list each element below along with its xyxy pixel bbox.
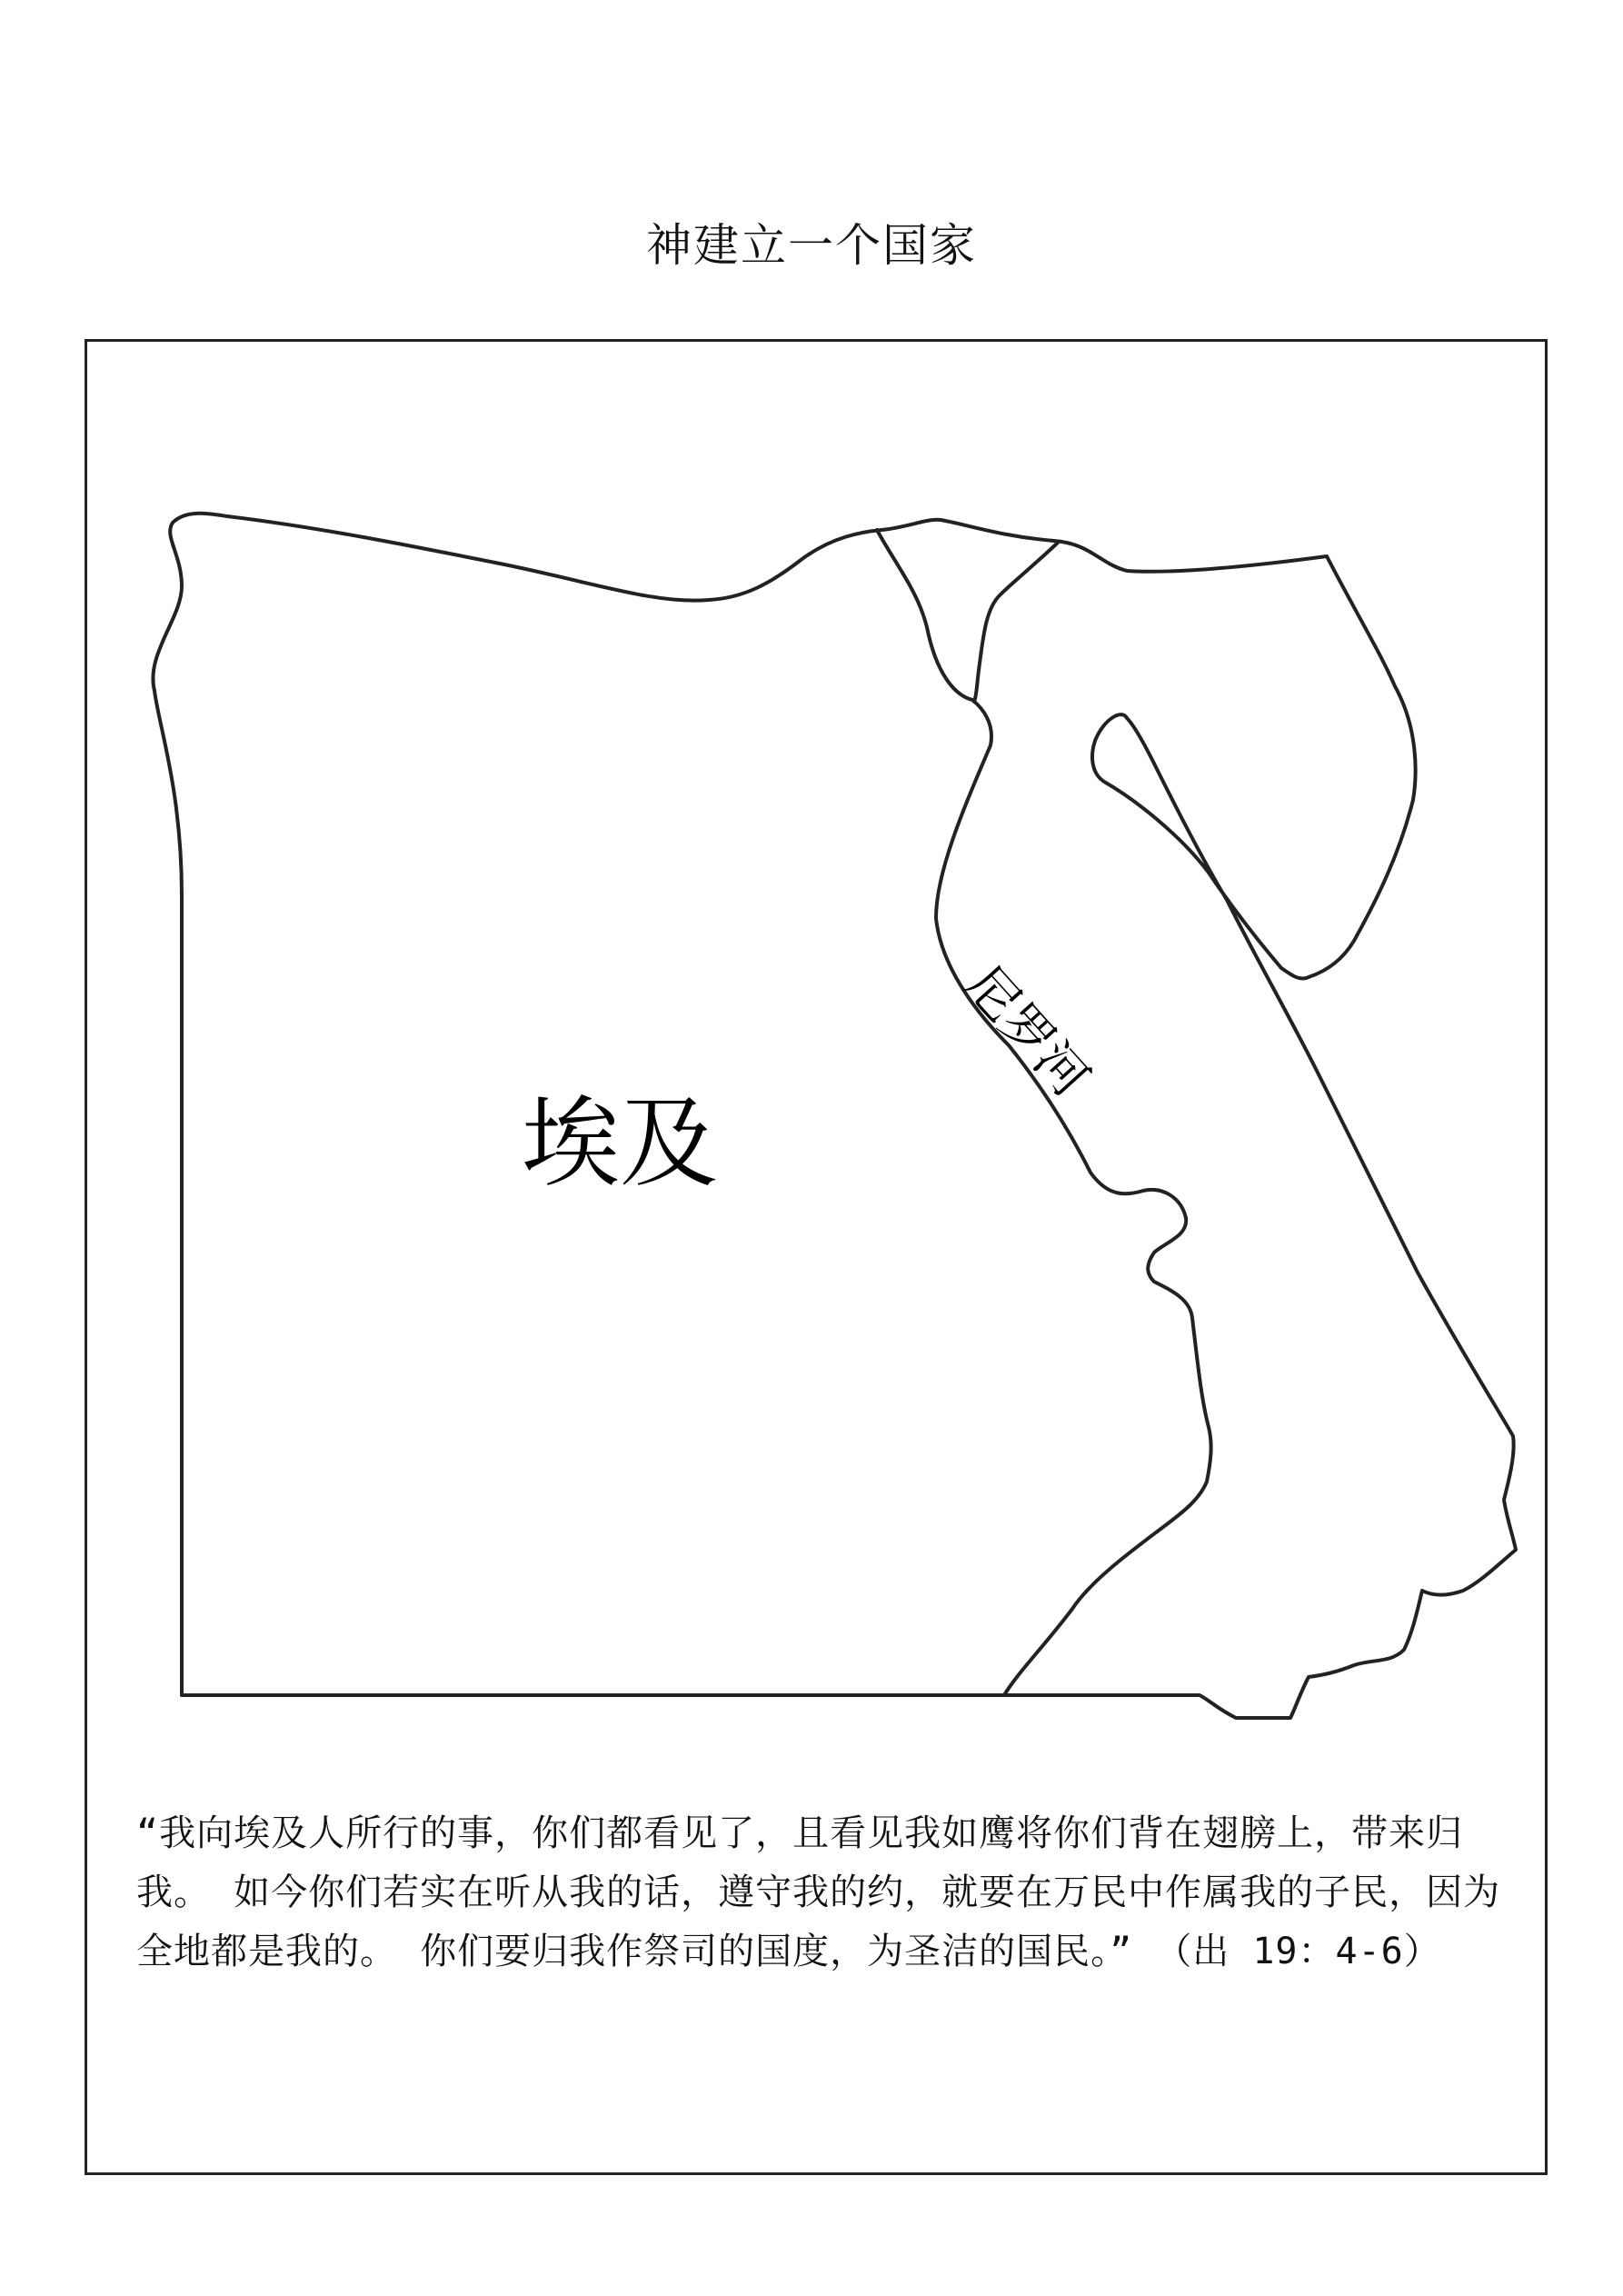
egypt-label: 埃及	[521, 1087, 719, 1201]
egypt-outline	[153, 514, 1516, 1718]
page-title: 神建立一个国家	[646, 219, 977, 272]
scripture-quote: “我向埃及人所行的事，你们都看见了，且看见我如鹰将你们背在翅膀上，带来归我。 如今你们若实在听从我的话，遵守我的约，就要在万民中作属我的子民，因为全地都是我的。 你们要归我作祭司的国度，为圣洁的国民。” （出 19：4-6）	[136, 1812, 1501, 1972]
nile-river-label: 尼罗河	[953, 954, 1100, 1109]
